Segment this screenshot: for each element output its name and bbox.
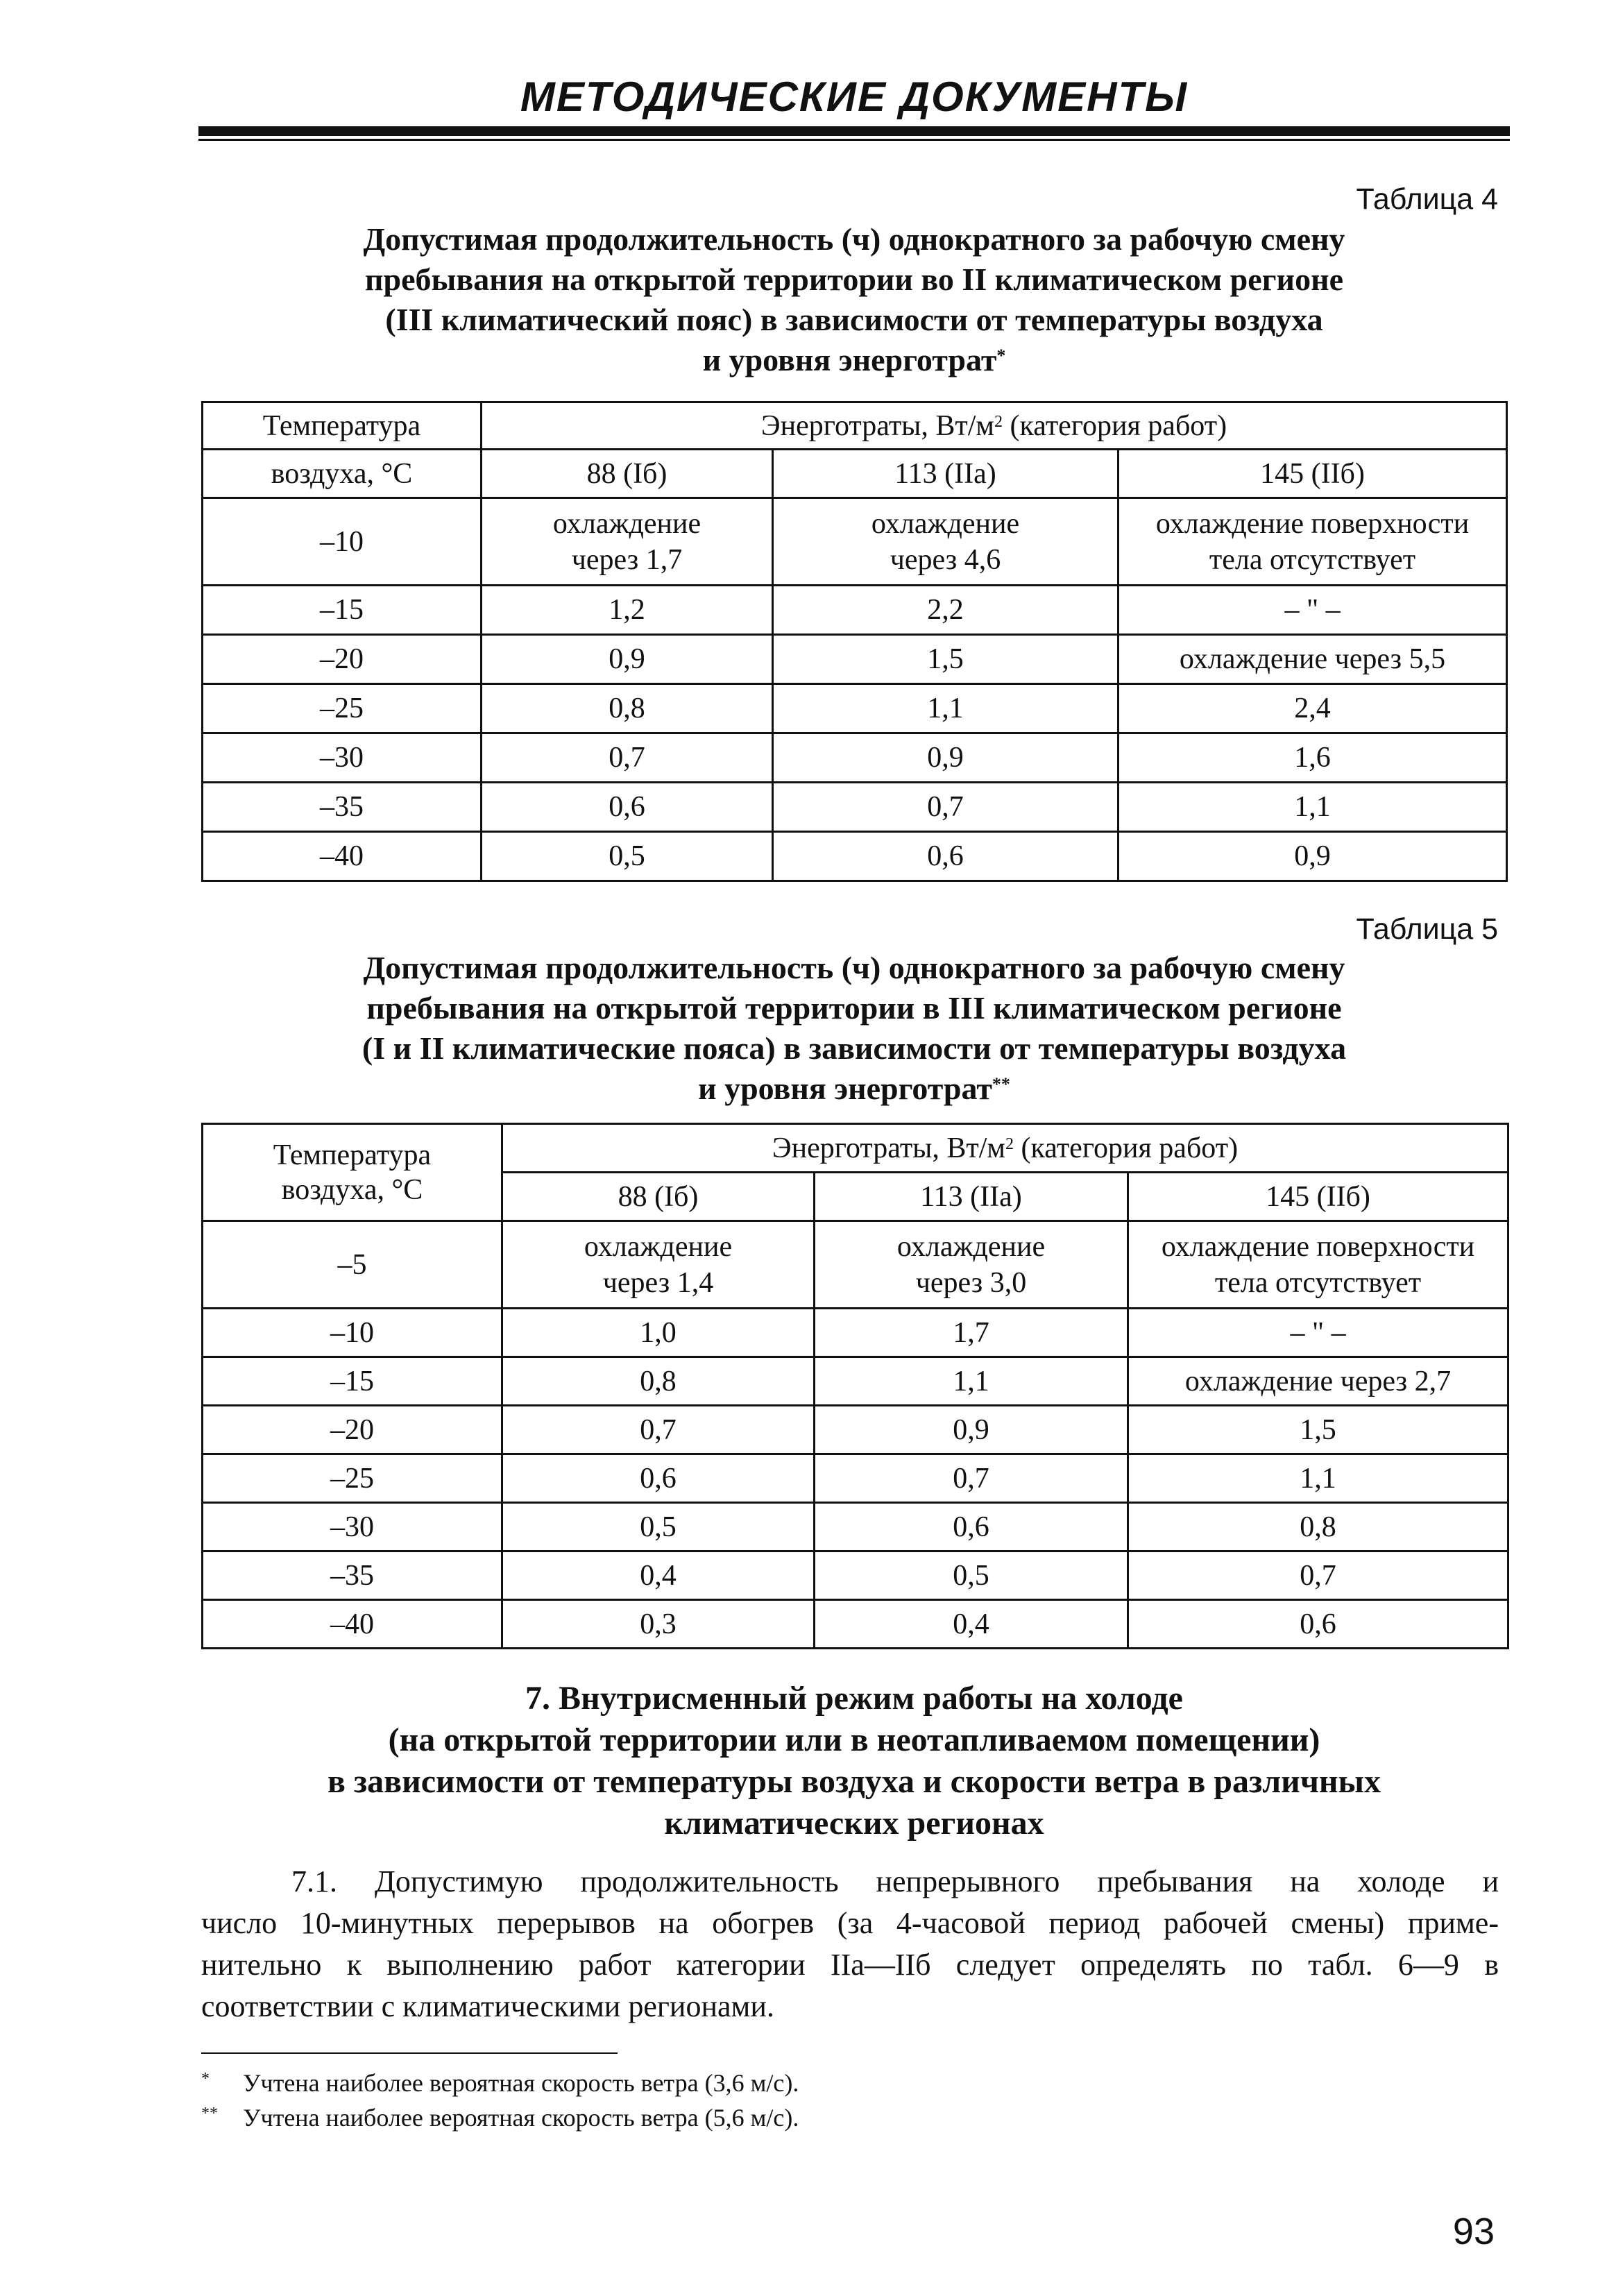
caption-line: (III климатический пояс) в зависимости от температуры воздуха xyxy=(385,302,1323,337)
duration-cell: 0,7 xyxy=(482,733,773,783)
paragraph-7-1 xyxy=(201,1861,1499,2027)
duration-cell: 0,6 xyxy=(815,1503,1128,1551)
header-rule-thick xyxy=(198,126,1510,136)
header-rule-thin xyxy=(198,139,1510,141)
duration-cell: 1,6 xyxy=(1119,733,1507,783)
table-row xyxy=(203,733,1507,783)
temperature-cell: –35 xyxy=(203,783,482,832)
footnote-text: Учтена наиболее вероятная скорость ветра (5,6 м/с). xyxy=(243,2104,799,2132)
duration-cell: охлаждение поверхности тела отсутствует xyxy=(1128,1221,1508,1309)
header-cell-temperature: Температура xyxy=(203,402,482,450)
temperature-cell: –10 xyxy=(203,498,482,586)
duration-cell: 0,9 xyxy=(1119,832,1507,881)
duration-cell: 2,2 xyxy=(773,586,1119,635)
duration-cell: 1,1 xyxy=(1128,1454,1508,1503)
temperature-cell: –30 xyxy=(203,733,482,783)
table-row xyxy=(203,783,1507,832)
duration-cell: – " – xyxy=(1128,1309,1508,1357)
footnote-mark: ** xyxy=(201,2104,218,2123)
duration-cell: 0,4 xyxy=(815,1600,1128,1649)
temperature-cell: –30 xyxy=(203,1503,502,1551)
temperature-cell: –5 xyxy=(203,1221,502,1309)
paragraph-line: соответствии с климатическими регионами. xyxy=(201,1989,774,2023)
table-row xyxy=(203,832,1507,881)
footnote-text: Учтена наиболее вероятная скорость ветра (3,6 м/с). xyxy=(243,2069,799,2097)
header-cell-cat3: 145 (IIб) xyxy=(1119,450,1507,498)
section-title-line: (на открытой территории или в неотапливаемом помещении) xyxy=(388,1721,1320,1758)
footnote-2 xyxy=(201,2102,799,2133)
paragraph-line: нительно к выполнению работ категории IIа—IIб следует определять по табл. 6—9 в xyxy=(201,1948,1499,1982)
duration-cell: 1,1 xyxy=(815,1357,1128,1406)
table-row xyxy=(203,1503,1508,1551)
duration-cell: 0,8 xyxy=(1128,1503,1508,1551)
page-number: 93 xyxy=(1452,2211,1495,2252)
table-row xyxy=(203,1406,1508,1454)
duration-cell: 1,0 xyxy=(502,1309,815,1357)
table5-label: Таблица 5 xyxy=(1356,912,1498,946)
duration-cell: 0,6 xyxy=(773,832,1119,881)
duration-cell: 0,6 xyxy=(502,1454,815,1503)
caption-line: пребывания на открытой территории во II климатическом регионе xyxy=(365,262,1343,297)
temperature-cell: –20 xyxy=(203,1406,502,1454)
duration-cell: 1,2 xyxy=(482,586,773,635)
table5-caption xyxy=(198,948,1510,1109)
temperature-cell: –35 xyxy=(203,1551,502,1600)
table-row xyxy=(203,1600,1508,1649)
temperature-cell: –40 xyxy=(203,832,482,881)
header-cell-temperature-unit: воздуха, °С xyxy=(203,450,482,498)
footnote-ref: * xyxy=(996,346,1006,366)
temperature-cell: –25 xyxy=(203,1454,502,1503)
duration-cell: 0,7 xyxy=(502,1406,815,1454)
table-row xyxy=(203,1221,1508,1309)
footnote-1 xyxy=(201,2068,799,2098)
duration-cell: охлаждение через 1,7 xyxy=(482,498,773,586)
temperature-cell: –10 xyxy=(203,1309,502,1357)
header-cell-cat2: 113 (IIа) xyxy=(773,450,1119,498)
duration-cell: 1,7 xyxy=(815,1309,1128,1357)
duration-cell: охлаждение поверхности тела отсутствует xyxy=(1119,498,1507,586)
caption-line: Допустимая продолжительность (ч) однократного за рабочую смену xyxy=(363,221,1345,257)
duration-cell: 0,7 xyxy=(815,1454,1128,1503)
header-cell-energy: Энерготраты, $Вт/м^2$ (категория работ) xyxy=(502,1124,1508,1173)
duration-cell: охлаждение через 2,7 xyxy=(1128,1357,1508,1406)
header-cell-cat1: 88 (Iб) xyxy=(482,450,773,498)
section-title-line: в зависимости от температуры воздуха и скорости ветра в различных xyxy=(327,1763,1381,1800)
duration-cell: 0,7 xyxy=(1128,1551,1508,1600)
table-row xyxy=(203,1551,1508,1600)
table4-label: Таблица 4 xyxy=(1356,182,1498,216)
table4 xyxy=(201,401,1508,882)
paragraph-line: 7.1. Допустимую продолжительность непрерывного пребывания на холоде и xyxy=(291,1864,1499,1898)
temperature-cell: –40 xyxy=(203,1600,502,1649)
duration-cell: охлаждение через 4,6 xyxy=(773,498,1119,586)
duration-cell: охлаждение через 5,5 xyxy=(1119,635,1507,684)
table5 xyxy=(201,1123,1509,1649)
table4-caption xyxy=(198,219,1510,380)
header-cell-temperature: Температура воздуха, °С xyxy=(203,1124,502,1221)
temperature-cell: –20 xyxy=(203,635,482,684)
table-row xyxy=(203,684,1507,733)
table5-body xyxy=(203,1221,1508,1649)
duration-cell: 1,5 xyxy=(773,635,1119,684)
duration-cell: 1,1 xyxy=(1119,783,1507,832)
caption-line: Допустимая продолжительность (ч) однократного за рабочую смену xyxy=(363,950,1345,985)
duration-cell: 2,4 xyxy=(1119,684,1507,733)
table4-body xyxy=(203,498,1507,881)
duration-cell: 0,4 xyxy=(502,1551,815,1600)
temperature-cell: –15 xyxy=(203,586,482,635)
header-cell-cat3: 145 (IIб) xyxy=(1128,1173,1508,1221)
paragraph-line: число 10-минутных перерывов на обогрев (за 4-часовой период рабочей смены) приме- xyxy=(201,1906,1499,1940)
duration-cell: 0,9 xyxy=(815,1406,1128,1454)
table-row xyxy=(203,1454,1508,1503)
header-cell-cat2: 113 (IIа) xyxy=(815,1173,1128,1221)
temperature-cell: –15 xyxy=(203,1357,502,1406)
footnote-separator xyxy=(201,2052,618,2054)
footnote-ref: ** xyxy=(992,1074,1010,1094)
duration-cell: 0,3 xyxy=(502,1600,815,1649)
duration-cell: 0,8 xyxy=(482,684,773,733)
duration-cell: 1,1 xyxy=(773,684,1119,733)
footnote-mark: * xyxy=(201,2070,210,2088)
header-cell-cat1: 88 (Iб) xyxy=(502,1173,815,1221)
duration-cell: 0,8 xyxy=(502,1357,815,1406)
caption-line: и уровня энерготрат xyxy=(702,342,997,377)
caption-line: пребывания на открытой территории в III климатическом регионе xyxy=(366,990,1342,1026)
duration-cell: 1,5 xyxy=(1128,1406,1508,1454)
duration-cell: 0,6 xyxy=(482,783,773,832)
temperature-cell: –25 xyxy=(203,684,482,733)
duration-cell: охлаждение через 3,0 xyxy=(815,1221,1128,1309)
caption-line: и уровня энерготрат xyxy=(698,1071,992,1106)
duration-cell: – " – xyxy=(1119,586,1507,635)
section-title-line: климатических регионах xyxy=(664,1805,1044,1842)
duration-cell: 0,6 xyxy=(1128,1600,1508,1649)
duration-cell: 0,9 xyxy=(773,733,1119,783)
section-title xyxy=(198,1678,1510,1844)
duration-cell: 0,5 xyxy=(815,1551,1128,1600)
table-row xyxy=(203,1309,1508,1357)
duration-cell: 0,5 xyxy=(502,1503,815,1551)
table-row xyxy=(203,586,1507,635)
section-title-line: 7. Внутрисменный режим работы на холоде xyxy=(525,1680,1183,1717)
duration-cell: охлаждение через 1,4 xyxy=(502,1221,815,1309)
header-cell-energy: Энерготраты, $Вт/м^2$ (категория работ) xyxy=(482,402,1507,450)
duration-cell: 0,5 xyxy=(482,832,773,881)
table-row xyxy=(203,1357,1508,1406)
table-row xyxy=(203,498,1507,586)
running-header: МЕТОДИЧЕСКИЕ ДОКУМЕНТЫ xyxy=(520,74,1189,120)
caption-line: (I и II климатические пояса) в зависимости от температуры воздуха xyxy=(362,1030,1347,1066)
duration-cell: 0,7 xyxy=(773,783,1119,832)
table-row xyxy=(203,635,1507,684)
duration-cell: 0,9 xyxy=(482,635,773,684)
